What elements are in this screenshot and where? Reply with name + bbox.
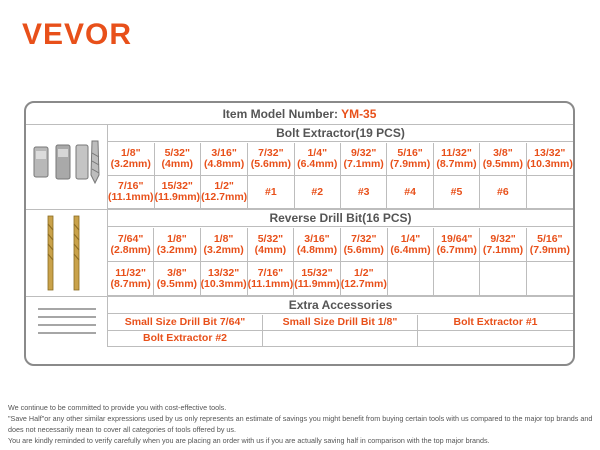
reverse-drill-size-cell [388,262,434,296]
bolt-extractor-size-cell: 5/16" (7.9mm) [387,143,433,176]
reverse-drill-size-cell: 5/32" (4mm) [248,228,295,262]
accessory-cell: Bolt Extractor #1 [418,315,573,331]
note-line: You are kindly reminded to verify carefully when you are placing an order with us if you are actually saving half in comparison with the top major brands. [8,436,490,445]
bolt-extractor-title: Bolt Extractor(19 PCS) [108,125,573,142]
reverse-drill-size-cell: 1/8" (3.2mm) [154,228,200,262]
accessory-cell: Bolt Extractor #2 [108,331,263,347]
reverse-drill-size-cell: 9/32" (7.1mm) [480,228,526,262]
bolt-extractor-size-cell: 1/2" (12.7mm) [201,176,248,209]
reverse-drill-size-cell: 7/16" (11.1mm) [248,262,295,296]
reverse-drill-size-cell [434,262,480,296]
accessory-cell: Small Size Drill Bit 7/64" [108,315,263,331]
reverse-drill-size-cell: 1/8" (3.2mm) [201,228,248,262]
disclaimer-notes [8,402,596,446]
bolt-extractor-size-cell: 13/32" (10.3mm) [527,143,573,176]
bolt-extractor-size-cell: 7/32" (5.6mm) [248,143,294,176]
bolt-extractor-size-cell: 5/32" (4mm) [155,143,202,176]
model-value: YM-35 [341,107,377,121]
note-line: We continue to be committed to provide you with cost-effective tools. [8,403,227,412]
reverse-drill-grid [108,228,573,296]
reverse-drill-size-cell: 5/16" (7.9mm) [527,228,573,262]
vevor-logo: VEVOR [22,18,133,51]
accessory-cell [263,331,418,347]
reverse-drill-size-cell: 7/64" (2.8mm) [108,228,154,262]
reverse-drill-size-cell: 7/32" (5.6mm) [341,228,388,262]
reverse-drill-size-cell: 15/32" (11.9mm) [294,262,341,296]
reverse-drill-size-cell: 11/32" (8.7mm) [108,262,154,296]
accessory-cell [418,331,573,347]
reverse-drill-title: Reverse Drill Bit(16 PCS) [108,210,573,227]
bolt-extractor-size-cell: #6 [480,176,526,209]
bolt-extractor-size-cell: 3/8" (9.5mm) [480,143,526,176]
bolt-extractor-size-cell: 3/16" (4.8mm) [201,143,248,176]
reverse-drill-size-cell: 3/8" (9.5mm) [154,262,200,296]
reverse-drill-image [26,210,108,296]
bolt-extractor-size-cell: 7/16" (11.1mm) [108,176,155,209]
bolt-extractor-grid [108,143,573,209]
accessory-cell: Small Size Drill Bit 1/8" [263,315,418,331]
bolt-extractor-size-cell: 9/32" (7.1mm) [341,143,387,176]
bolt-extractor-size-cell: #5 [434,176,480,209]
bolt-extractor-size-cell: 1/4" (6.4mm) [295,143,341,176]
note-line: "Save Half"or any other similar expressions used by us only represents an estimate of savings you might benefit from buying certain tools with us compared to the major top brands and does not necessarily mean to cover all categories of tools offered by us. [8,414,593,434]
reverse-drill-size-cell [527,262,573,296]
bolt-extractor-size-cell [527,176,573,209]
bolt-extractor-size-cell: #1 [248,176,294,209]
bolt-extractor-size-cell: #3 [341,176,387,209]
model-number-header [26,103,573,125]
reverse-drill-size-cell: 1/4" (6.4mm) [388,228,434,262]
reverse-drill-size-cell: 13/32" (10.3mm) [201,262,248,296]
bolt-extractor-size-cell: 15/32" (11.9mm) [155,176,202,209]
accessories-title: Extra Accessories [108,297,573,314]
accessories-image [26,297,108,347]
bolt-extractor-size-cell: 1/8" (3.2mm) [108,143,155,176]
model-label: Item Model Number: [222,107,338,121]
reverse-drill-size-cell [480,262,526,296]
reverse-drill-size-cell: 1/2" (12.7mm) [341,262,388,296]
bolt-extractor-size-cell: #4 [387,176,433,209]
bolt-extractor-size-cell: #2 [295,176,341,209]
accessories-grid [108,315,573,347]
reverse-drill-size-cell: 3/16" (4.8mm) [294,228,341,262]
bolt-extractor-size-cell: 11/32" (8.7mm) [434,143,480,176]
spec-table [24,101,575,366]
bolt-extractor-image [26,125,108,209]
reverse-drill-size-cell: 19/64" (6.7mm) [434,228,480,262]
